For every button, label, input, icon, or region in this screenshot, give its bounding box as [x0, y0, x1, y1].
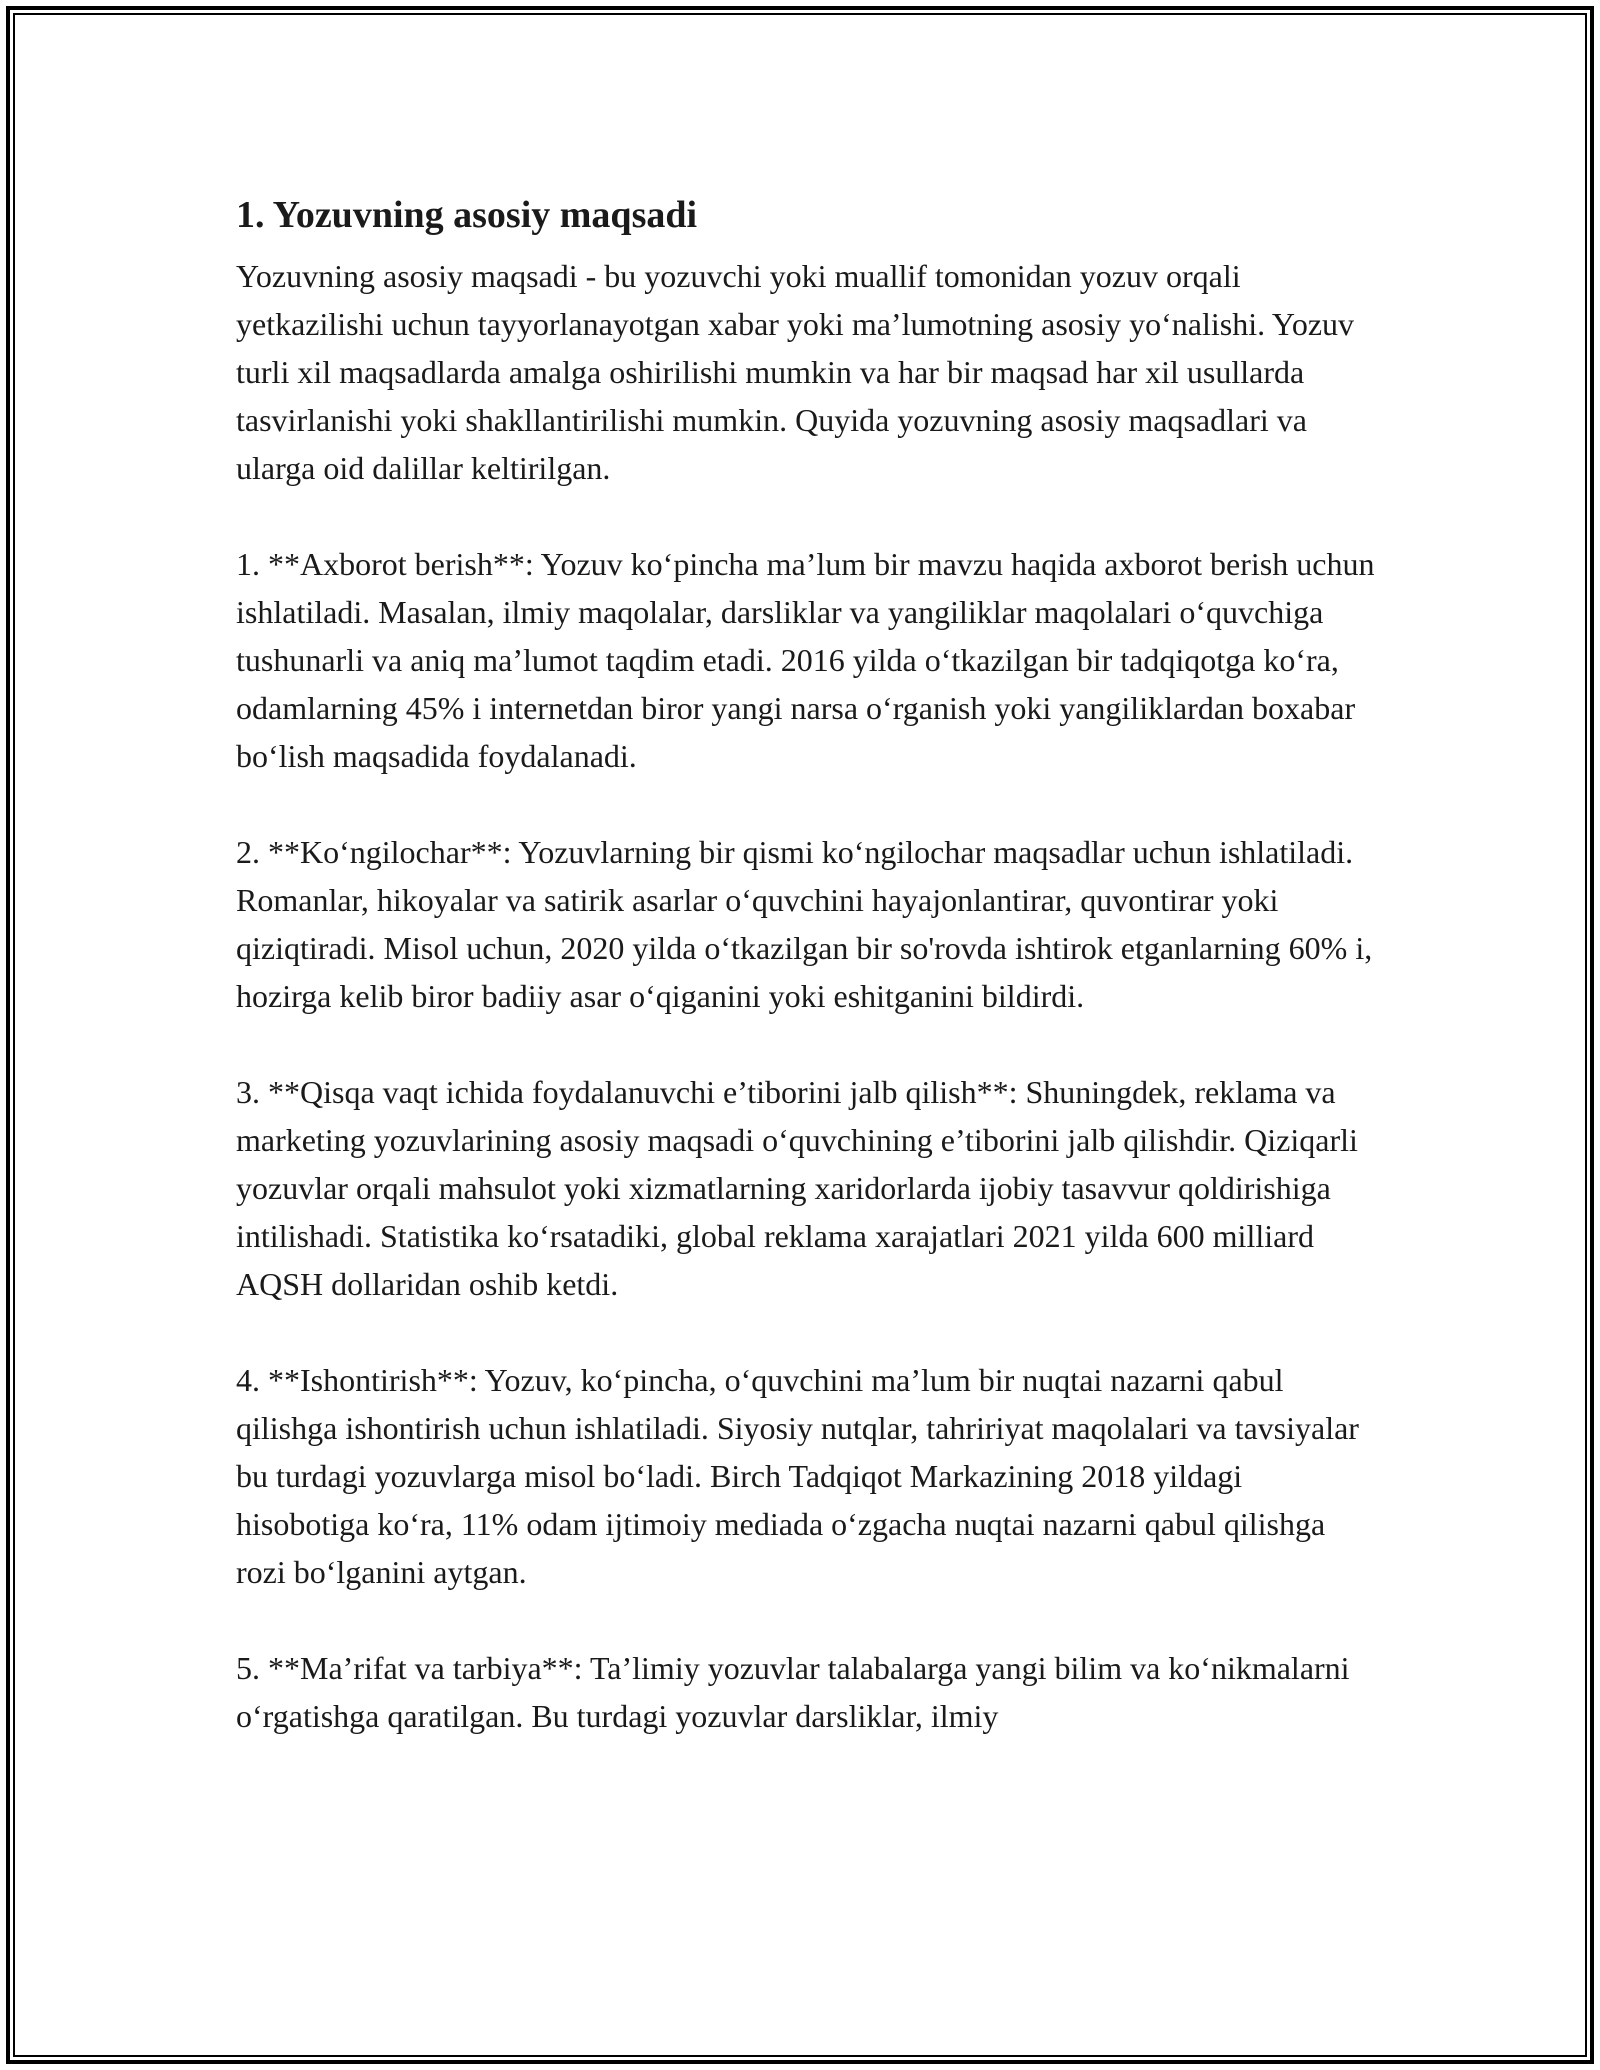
paragraph-kongilochar: 2. **Ko‘ngilochar**: Yozuvlarning bir qismi ko‘ngilochar maqsadlar uchun ishlatiladi. Romanlar, hikoyalar va satirik asarlar o‘quvchini hayajonlantirar, quvontirar yoki qiziqtiradi. Misol uchun, 2020 yilda o‘tkazilgan bir so'rovda ishtirok etganlarning 60% i, hozirga kelib biror badiiy asar o‘qiganini yoki eshitganini bildirdi. [236, 834, 1373, 1014]
paragraph-etiborini-jalb-qilish: 3. **Qisqa vaqt ichida foydalanuvchi e’tiborini jalb qilish**: Shuningdek, reklama va marketing yozuvlarining asosiy maqsadi o‘quvchining e’tiborini jalb qilishdir. Qiziqarli yozuvlar orqali mahsulot yoki xizmatlarning xaridorlarda ijobiy tasavvur qoldirishiga intilishadi. Statistika ko‘rsatadiki, global reklama xarajatlari 2021 yilda 600 milliard AQSH dollaridan oshib ketdi. [236, 1074, 1358, 1302]
paragraph-axborot-berish: 1. **Axborot berish**: Yozuv ko‘pincha ma’lum bir mavzu haqida axborot berish uchun ishlatiladi. Masalan, ilmiy maqolalar, darsliklar va yangiliklar maqolalari o‘quvchiga tushunarli va aniq ma’lumot taqdim etadi. 2016 yilda o‘tkazilgan bir tadqiqotga ko‘ra, odamlarning 45% i internetdan biror yangi narsa o‘rganish yoki yangiliklardan boxabar bo‘lish maqsadida foydalanadi. [236, 546, 1375, 774]
document-body [236, 190, 1376, 1788]
intro-paragraph: Yozuvning asosiy maqsadi - bu yozuvchi yoki muallif tomonidan yozuv orqali yetkazilishi uchun tayyorlanayotgan xabar yoki ma’lumotning asosiy yo‘nalishi. Yozuv turli xil maqsadlarda amalga oshirilishi mumkin va har bir maqsad har xil usullarda tasvirlanishi yoki shakllantirilishi mumkin. Quyida yozuvning asosiy maqsadlari va ularga oid dalillar keltirilgan. [236, 258, 1355, 486]
document-heading: 1. Yozuvning asosiy maqsadi [236, 194, 698, 236]
paragraph-ishontirish: 4. **Ishontirish**: Yozuv, ko‘pincha, o‘quvchini ma’lum bir nuqtai nazarni qabul qilishga ishontirish uchun ishlatiladi. Siyosiy nutqlar, tahririyat maqolalari va tavsiyalar bu turdagi yozuvlarga misol bo‘ladi. Birch Tadqiqot Markazining 2018 yildagi hisobotiga ko‘ra, 11% odam ijtimoiy mediada o‘zgacha nuqtai nazarni qabul qilishga rozi bo‘lganini aytgan. [236, 1362, 1359, 1590]
paragraph-marifat-va-tarbiya: 5. **Ma’rifat va tarbiya**: Ta’limiy yozuvlar talabalarga yangi bilim va ko‘nikmalarni o‘rgatishga qaratilgan. Bu turdagi yozuvlar darsliklar, ilmiy [236, 1650, 1350, 1734]
